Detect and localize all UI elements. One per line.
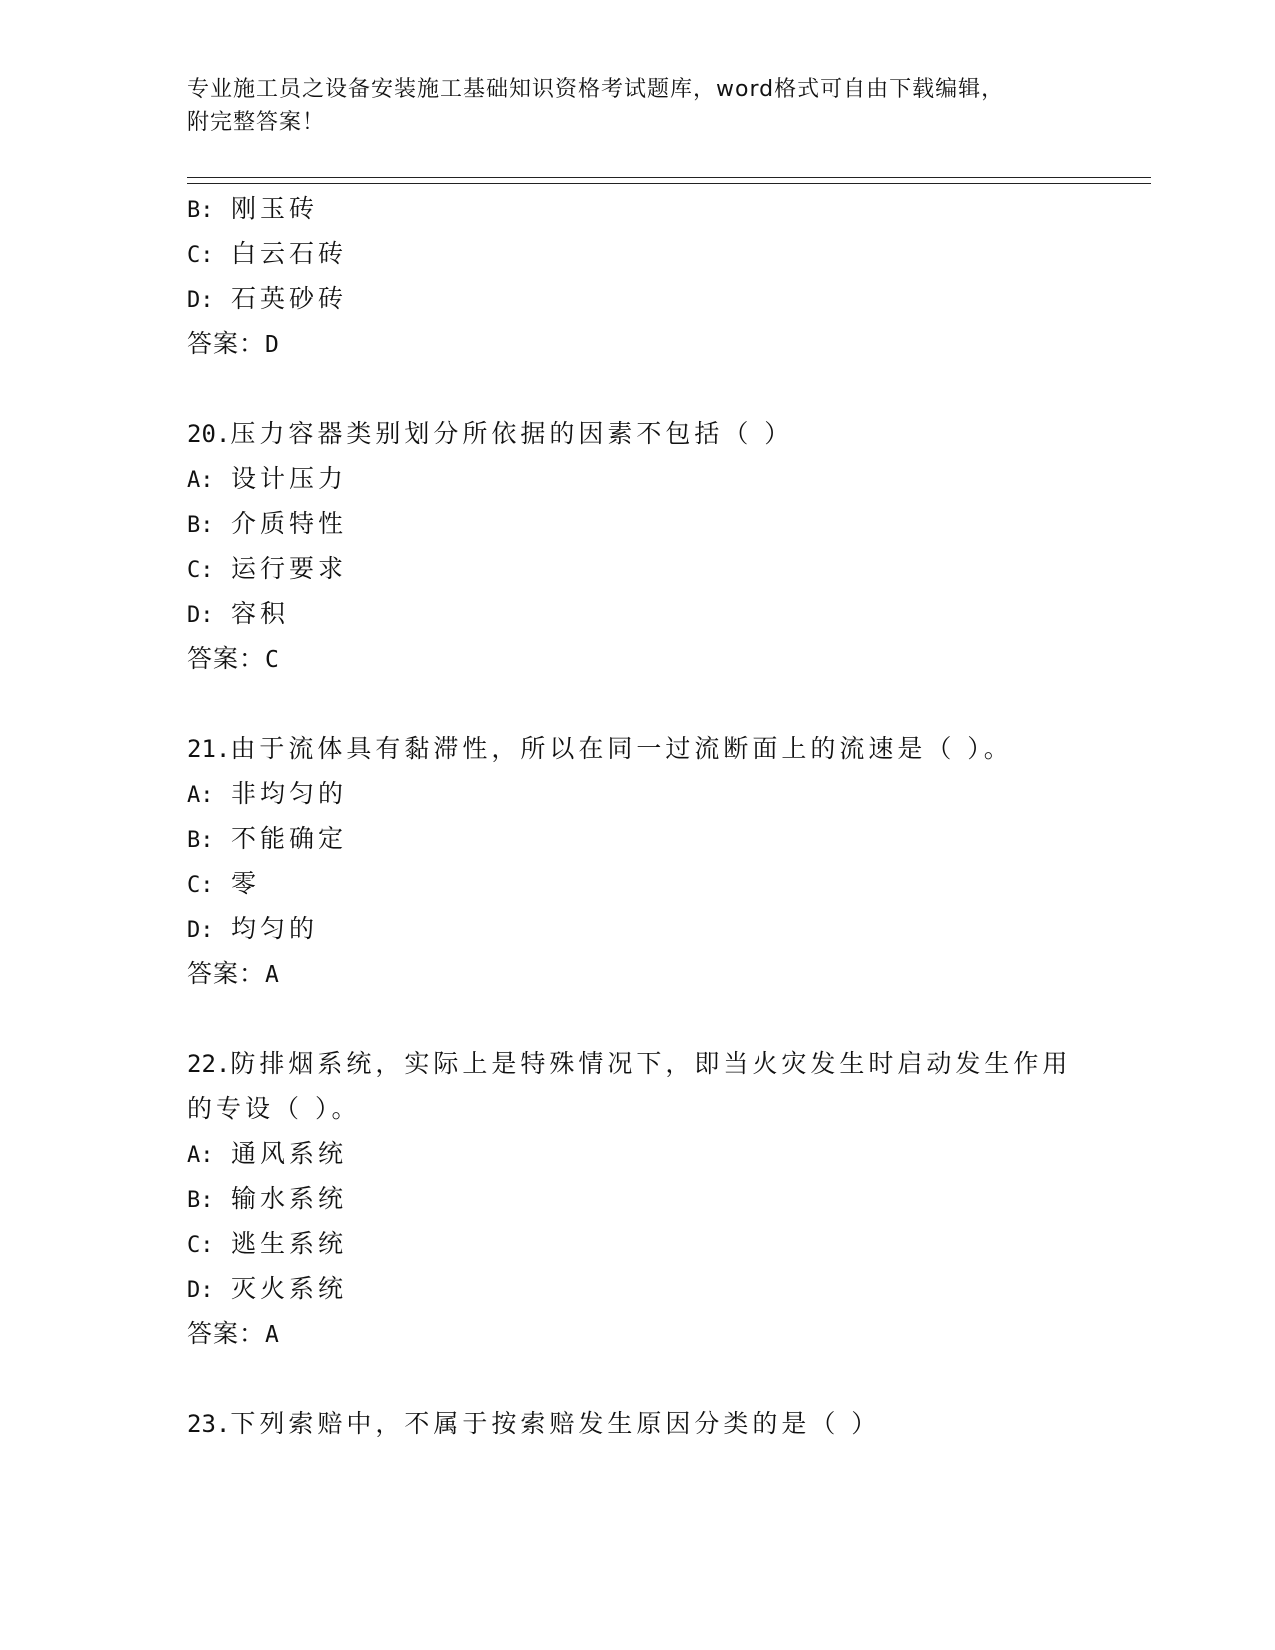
question-stem	[187, 419, 793, 449]
option-letter: C:	[187, 558, 214, 583]
question-number: 22.	[187, 1050, 231, 1078]
option-text: 不能确定	[231, 824, 348, 853]
question-text: 防排烟系统，实际上是特殊情况下，即当火灾发生时启动发生作用	[230, 1049, 1072, 1078]
answer-label: 答案：	[187, 959, 266, 988]
option-row	[187, 239, 347, 271]
option-text: 运行要求	[231, 554, 348, 583]
question-stem	[187, 1409, 880, 1439]
question-number: 23.	[187, 1410, 231, 1438]
question-text: 由于流体具有黏滞性，所以在同一过流断面上的流速是（ ）。	[230, 734, 1013, 763]
option-text: 容积	[231, 599, 290, 628]
question-text: 的专设（ ）。	[187, 1094, 361, 1123]
option-text: 零	[231, 869, 261, 898]
option-text: 设计压力	[231, 464, 348, 493]
question-text: 压力容器类别划分所依据的因素不包括（ ）	[230, 419, 794, 448]
option-row	[187, 1229, 347, 1261]
answer-value: C	[265, 647, 280, 673]
option-row	[187, 1184, 347, 1216]
option-letter: B:	[187, 513, 214, 538]
option-row	[187, 779, 347, 811]
option-letter: B:	[187, 198, 214, 223]
option-text: 逃生系统	[231, 1229, 348, 1258]
question-number: 20.	[187, 420, 231, 448]
option-row	[187, 194, 318, 226]
option-letter: D:	[187, 603, 214, 628]
question-text: 下列索赔中，不属于按索赔发生原因分类的是（ ）	[230, 1409, 881, 1438]
option-letter: A:	[187, 783, 214, 808]
option-text: 石英砂砖	[231, 284, 348, 313]
option-letter: C:	[187, 1233, 214, 1258]
option-letter: C:	[187, 873, 214, 898]
option-row	[187, 509, 347, 541]
option-row	[187, 599, 289, 631]
option-letter: B:	[187, 1188, 214, 1213]
option-text: 灭火系统	[231, 1274, 348, 1303]
answer-label: 答案：	[187, 329, 266, 358]
option-row	[187, 824, 347, 856]
answer-label: 答案：	[187, 644, 266, 673]
option-letter: C:	[187, 243, 214, 268]
option-row	[187, 914, 318, 946]
answer-row	[187, 959, 280, 990]
answer-row	[187, 329, 280, 360]
option-text: 通风系统	[231, 1139, 348, 1168]
option-row	[187, 464, 347, 496]
answer-value: A	[265, 1322, 280, 1348]
question-number: 21.	[187, 735, 231, 763]
option-letter: D:	[187, 918, 214, 943]
option-text: 刚玉砖	[231, 194, 319, 223]
option-letter: D:	[187, 1278, 214, 1303]
question-stem	[187, 1049, 1071, 1079]
option-text: 输水系统	[231, 1184, 348, 1213]
option-row	[187, 284, 347, 316]
answer-row	[187, 1319, 280, 1350]
option-text: 均匀的	[231, 914, 319, 943]
header-divider-top	[187, 177, 1151, 178]
header-divider-bottom	[187, 183, 1151, 184]
question-stem	[187, 734, 1013, 764]
answer-row	[187, 644, 280, 675]
option-text: 介质特性	[231, 509, 348, 538]
option-row	[187, 1274, 347, 1306]
document-header	[187, 73, 1087, 139]
option-letter: D:	[187, 288, 214, 313]
option-row	[187, 1139, 347, 1171]
option-row	[187, 554, 347, 586]
option-row	[187, 869, 260, 901]
header-line-2: 附完整答案！	[187, 110, 326, 135]
option-letter: B:	[187, 828, 214, 853]
option-letter: A:	[187, 468, 214, 493]
answer-value: A	[265, 962, 280, 988]
answer-value: D	[265, 332, 280, 358]
answer-label: 答案：	[187, 1319, 266, 1348]
option-text: 白云石砖	[231, 239, 348, 268]
option-text: 非均匀的	[231, 779, 348, 808]
question-stem-continued	[187, 1094, 360, 1124]
header-line-1: 专业施工员之设备安装施工基础知识资格考试题库，word格式可自由下载编辑，	[187, 77, 1005, 102]
option-letter: A:	[187, 1143, 214, 1168]
